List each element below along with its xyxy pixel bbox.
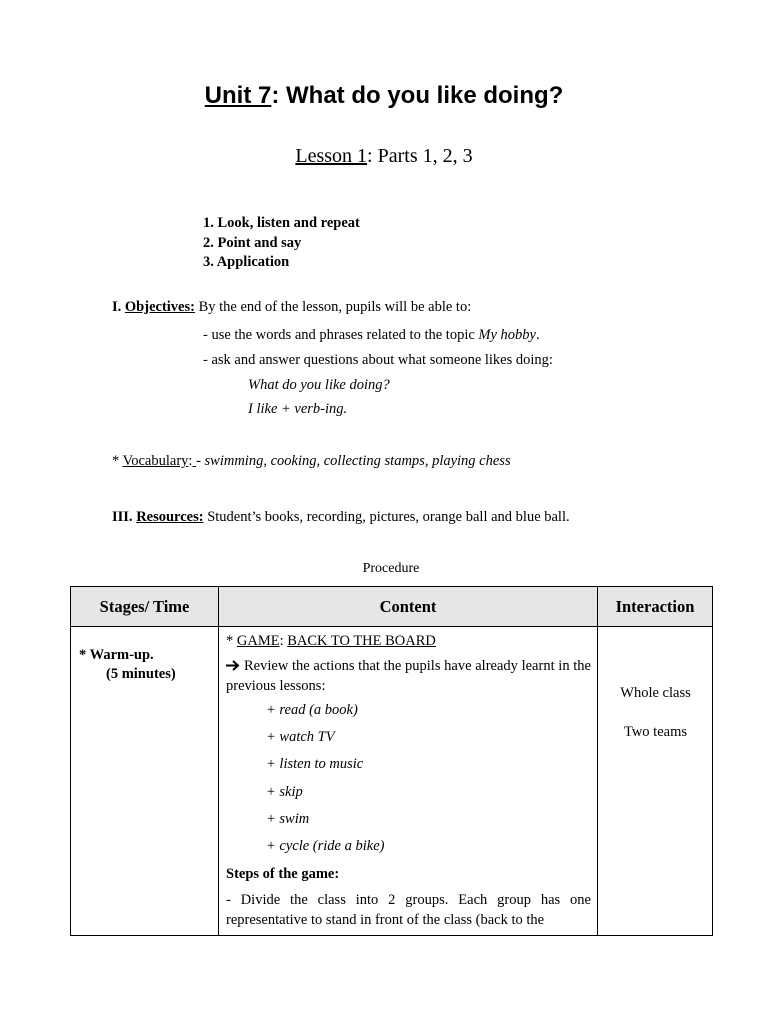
content-cell: [219, 627, 598, 936]
action-item: + skip: [266, 783, 303, 800]
action-item: + watch TV: [266, 729, 335, 746]
objectives-heading: [112, 299, 471, 316]
parts-item: 1. Look, listen and repeat: [203, 215, 360, 231]
unit-label: Unit 7: [204, 82, 272, 109]
table-row: [71, 627, 713, 936]
action-item: + swim: [266, 810, 310, 827]
review-text: Review the actions that the pupils have already learnt in the previous lessons:: [226, 658, 591, 694]
objectives-intro: By the end of the lesson, pupils will be able to:: [194, 299, 472, 315]
game-heading: [226, 633, 591, 650]
vocabulary-label: Vocabulary: [122, 453, 189, 469]
interaction-item: Whole class: [620, 685, 691, 701]
vocabulary-colon: :: [188, 453, 193, 469]
objectives-label: Objectives:: [124, 299, 195, 315]
interaction-cell: [598, 627, 713, 936]
page-title: [0, 82, 768, 110]
stage-time: (5 minutes): [106, 666, 176, 682]
action-item: + listen to music: [266, 756, 364, 773]
game-name: BACK TO THE BOARD: [287, 633, 436, 649]
arrow-icon: [226, 656, 244, 676]
objective-topic: My hobby: [478, 327, 536, 343]
procedure-table: [70, 586, 713, 936]
parts-item: 2. Point and say: [203, 234, 302, 251]
resources-number: III.: [112, 509, 133, 525]
unit-title-text: : What do you like doing?: [271, 82, 564, 109]
objective-item: - ask and answer questions about what someone likes doing:: [203, 352, 553, 368]
procedure-caption: Procedure: [362, 561, 420, 576]
action-item: + cycle (ride a bike): [266, 838, 385, 855]
header-interaction: Interaction: [598, 587, 713, 627]
lesson-label: Lesson 1: [295, 145, 368, 167]
vocabulary-line: [112, 453, 511, 470]
header-content: Content: [219, 587, 598, 627]
objective-item-end: .: [536, 327, 540, 343]
header-stages-time: Stages/ Time: [71, 587, 219, 627]
game-label: GAME: [236, 633, 280, 649]
stage-cell: [71, 627, 219, 936]
interaction-item: Two teams: [623, 724, 687, 740]
action-item: + read (a book): [266, 702, 358, 718]
resources-text: Student’s books, recording, pictures, orange ball and blue ball.: [203, 509, 570, 525]
actions-list: [226, 697, 591, 860]
vocabulary-star: *: [112, 453, 123, 469]
table-header-row: [71, 587, 713, 627]
objective-answer: I like + verb-ing.: [248, 401, 348, 417]
game-star: *: [226, 633, 237, 649]
parts-item: 3. Application: [203, 254, 290, 270]
stage-name: * Warm-up.: [79, 647, 154, 663]
steps-title: Steps of the game:: [226, 866, 340, 883]
objective-question: What do you like doing?: [248, 377, 390, 393]
objective-item: [203, 327, 540, 344]
parts-list: [203, 214, 360, 273]
resources-label: Resources:: [136, 509, 204, 525]
resources-line: [112, 509, 570, 526]
lesson-heading: [0, 145, 768, 168]
vocabulary-words: - swimming, cooking, collecting stamps, playing chess: [196, 453, 511, 469]
steps-text: - Divide the class into 2 groups. Each group has one representative to stand in front of the class (back to the: [226, 892, 591, 929]
review-paragraph: [226, 656, 591, 696]
objectives-number: I.: [112, 299, 122, 315]
objective-item-text: - use the words and phrases related to the topic: [203, 327, 479, 343]
game-colon: :: [279, 633, 288, 649]
lesson-parts-text: : Parts 1, 2, 3: [367, 145, 473, 167]
